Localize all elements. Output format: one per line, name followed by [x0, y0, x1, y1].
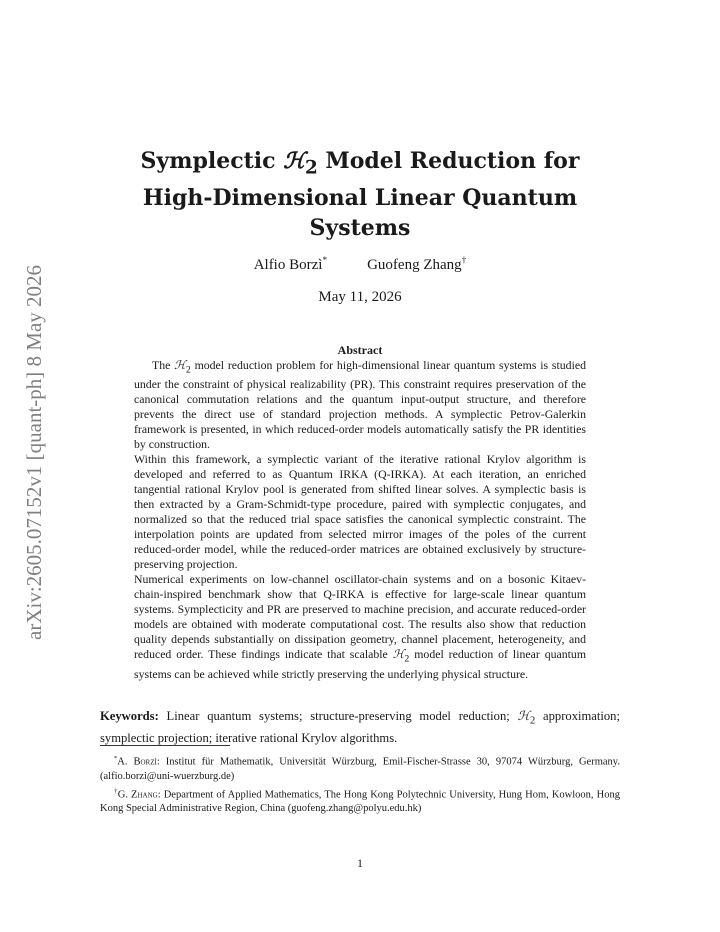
abstract-paragraph-1: [134, 358, 586, 452]
h2-symbol: ℋ: [283, 148, 305, 174]
keywords-text: Linear quantum systems; structure-preserving model reduction;: [158, 709, 518, 723]
footnote-borzi: [100, 752, 620, 784]
title-line1-end: Model Reduction for: [317, 148, 580, 174]
title-line2: High-Dimensional Linear Quantum: [142, 185, 578, 212]
h2-symbol: ℋ: [174, 358, 186, 372]
keywords: [100, 708, 620, 746]
footnote-mark: *: [114, 755, 118, 762]
footnote-rule: [100, 745, 230, 746]
author-name: Alfio Borzì: [253, 257, 323, 273]
h2-subscript: 2: [530, 715, 536, 727]
abstract-paragraph-2: Within this framework, a symplectic variant of the iterative rational Krylov algorithm is developed and referred to as Quantum IRKA (Q-IRKA). At each iteration, an enriched tangential rational Krylov pool is generated from shifted linear solves. A symplectic basis is then extracted by a Gram-Schmidt-type procedure, paired with symplectic conjugates, and normalized so that the reduced trial space satisfies the canonical symplectic constraint. The interpolation points are updated from selected mirror images of the poles of the current reduced-order model, while the reduced-order matrices are obtained exclusively by structure-preserving projection.: [134, 452, 586, 572]
author-footnote-mark: *: [322, 256, 328, 266]
footnote-text: : Department of Applied Mathematics, The Hong Kong Polytechnic University, Hung Hom, Kowloon, Hong Kong Special Administrative Region, China (guofeng.zhang@polyu.edu.hk): [100, 789, 620, 814]
abstract-text: Numerical experiments on low-channel oscillator-chain systems and on a bosonic Kitaev-chain-inspired benchmark show that Q-IRKA is effective for large-scale linear quantum systems. Symplecticity and PR are preserved to machine precision, and accurate reduced-order models are obtained with moderate computational cost. The results also show that reduction quality depends substantially on dissipation geometry, channel placement, heterogeneity, and reduced order. These findings indicate that scalable: [134, 572, 586, 662]
footnote-surname: Zhang: [131, 789, 158, 800]
abstract-paragraph-3: [134, 572, 586, 681]
author-zhang: [367, 257, 466, 273]
abstract-text: model reduction of linear quantum systems can be achieved while strictly preserving the underlying physical structure.: [134, 647, 586, 681]
footnote-zhang: [100, 785, 620, 817]
abstract-heading: Abstract: [337, 343, 383, 357]
footnote-initial: G.: [117, 789, 132, 800]
paper-title: [100, 146, 620, 243]
author-name: Guofeng Zhang: [367, 257, 462, 273]
h2-symbol: ℋ: [517, 709, 530, 723]
footnote-surname: Borzì: [133, 756, 157, 768]
h2-subscript: 2: [185, 364, 191, 376]
abstract-text: model reduction problem for high-dimensional linear quantum systems is studied under the constraint of physical realizability (PR). This constraint requires preservation of the canonical commutation relations and the quantum input-output structure, and therefore prevents the direct use of standard projection methods. A symplectic Petrov-Galerkin framework is presented, in which reduced-order models automatically satisfy the PR identities by construction.: [134, 358, 586, 452]
page-number: 1: [357, 856, 363, 870]
h2-symbol: ℋ: [392, 647, 405, 662]
arxiv-identifier: arXiv:2605.07152v1 [quant-ph] 8 May 2026: [22, 264, 46, 641]
keywords-text: approximation; symplectic projection; iterative rational Krylov algorithms.: [100, 709, 620, 745]
footnotes: [100, 752, 620, 817]
abstract-text: The: [152, 358, 175, 372]
author-borzi: [254, 257, 327, 273]
h2-subscript: 2: [404, 653, 410, 665]
author-list: [100, 256, 620, 274]
title-line1-start: Symplectic: [140, 148, 284, 174]
keywords-label: Keywords:: [100, 709, 159, 723]
paper-date: May 11, 2026: [318, 289, 402, 305]
footnote-text: : Institut für Mathematik, Universität Würzburg, Emil-Fischer-Strasse 30, 97074 Würzburg, Germany. (alfio.borzi@uni-wuerzburg.de): [100, 756, 620, 782]
h2-subscript: 2: [304, 157, 318, 179]
footnote-mark: †: [114, 787, 118, 795]
footnote-initial: A.: [117, 756, 134, 768]
abstract-body: [134, 358, 586, 682]
author-footnote-mark: †: [461, 256, 467, 266]
title-line3: Systems: [309, 215, 411, 242]
